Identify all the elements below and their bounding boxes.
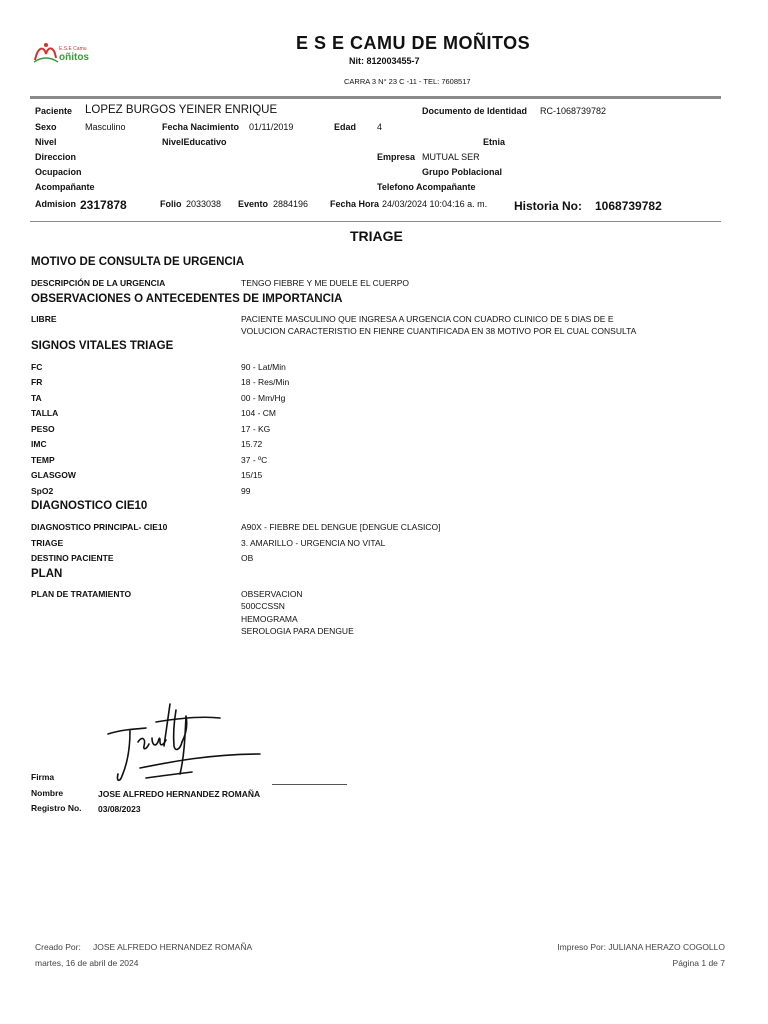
plan-label: PLAN DE TRATAMIENTO bbox=[31, 589, 132, 599]
sexo-label: Sexo bbox=[35, 122, 57, 132]
admision-value: 2317878 bbox=[80, 198, 127, 212]
folio-label: Folio bbox=[160, 199, 182, 209]
fecha-hora-label: Fecha Hora bbox=[330, 199, 380, 209]
creado-value: JOSE ALFREDO HERNANDEZ ROMAÑA bbox=[93, 942, 253, 952]
signo-value: 18 - Res/Min bbox=[241, 377, 290, 387]
diagnostico-label: DESTINO PACIENTE bbox=[31, 553, 114, 563]
address: CARRA 3 N° 23 C -11 - TEL: 7608517 bbox=[344, 77, 471, 86]
historia-value: 1068739782 bbox=[595, 199, 662, 213]
fnac-label: Fecha Nacimiento bbox=[162, 122, 240, 132]
observaciones-line-2: VOLUCION CARACTERISTIO EN FIENRE CUANTIFICADA EN 38 MOTIVO POR EL CUAL CONSULTA bbox=[241, 326, 637, 336]
registro-label: Registro No. bbox=[31, 803, 82, 813]
direccion-label: Direccion bbox=[35, 152, 77, 162]
signo-label: TALLA bbox=[31, 408, 59, 418]
folio-value: 2033038 bbox=[186, 199, 222, 209]
header-divider bbox=[30, 96, 721, 99]
signo-label: GLASGOW bbox=[31, 470, 76, 480]
edad-value: 4 bbox=[377, 122, 383, 132]
signature-line bbox=[272, 784, 347, 785]
handwritten-signature bbox=[100, 698, 280, 790]
evento-value: 2884196 bbox=[273, 199, 309, 209]
fnac-value: 01/11/2019 bbox=[249, 122, 294, 132]
empresa-value: MUTUAL SER bbox=[422, 152, 480, 162]
sexo-value: Masculino bbox=[85, 122, 126, 132]
signo-value: 00 - Mm/Hg bbox=[241, 393, 286, 403]
creado-label: Creado Por: bbox=[35, 942, 81, 952]
signo-label: FR bbox=[31, 377, 43, 387]
nivel-label: Nivel bbox=[35, 137, 57, 147]
impreso-por: Impreso Por: JULIANA HERAZO COGOLLO bbox=[557, 942, 725, 952]
observaciones-line-1: PACIENTE MASCULINO QUE INGRESA A URGENCIA CON CUADRO CLINICO DE 5 DIAS DE E bbox=[241, 314, 614, 324]
signos-heading: SIGNOS VITALES TRIAGE bbox=[31, 340, 174, 352]
doc-label: Documento de Identidad bbox=[422, 106, 528, 116]
signo-value: 90 - Lat/Min bbox=[241, 362, 286, 372]
svg-text:oñitos: oñitos bbox=[59, 52, 89, 63]
motivo-heading: MOTIVO DE CONSULTA DE URGENCIA bbox=[31, 256, 245, 268]
firma-label: Firma bbox=[31, 772, 55, 782]
nombre-label: Nombre bbox=[31, 788, 64, 798]
observaciones-heading: OBSERVACIONES O ANTECEDENTES DE IMPORTANCIA bbox=[31, 293, 343, 305]
grupo-label: Grupo Poblacional bbox=[422, 167, 503, 177]
org-name: E S E CAMU DE MOÑITOS bbox=[296, 33, 531, 53]
diagnostico-label: DIAGNOSTICO PRINCIPAL- CIE10 bbox=[31, 522, 168, 532]
fecha-hora-value: 24/03/2024 10:04:16 a. m. bbox=[382, 199, 488, 209]
svg-text:E.S.E Camu: E.S.E Camu bbox=[59, 46, 87, 52]
paciente-label: Paciente bbox=[35, 106, 73, 116]
plan-line: 500CCSSN bbox=[241, 601, 285, 611]
diagnostico-value: 3. AMARILLO - URGENCIA NO VITAL bbox=[241, 538, 386, 548]
historia-label: Historia No: bbox=[514, 199, 583, 213]
motivo-label: DESCRIPCIÓN DE LA URGENCIA bbox=[31, 278, 166, 288]
admision-label: Admision bbox=[35, 199, 77, 209]
signo-value: 37 - ºC bbox=[241, 455, 268, 465]
paciente-value: LOPEZ BURGOS YEINER ENRIQUE bbox=[85, 104, 278, 116]
acomp-label: Acompañante bbox=[35, 182, 95, 192]
niveledu-label: NivelEducativo bbox=[162, 137, 227, 147]
diagnostico-heading: DIAGNOSTICO CIE10 bbox=[31, 500, 148, 512]
plan-line: OBSERVACION bbox=[241, 589, 303, 599]
diagnostico-value: OB bbox=[241, 553, 254, 563]
signo-value: 17 - KG bbox=[241, 424, 271, 434]
signo-label: TA bbox=[31, 393, 42, 403]
signo-label: TEMP bbox=[31, 455, 55, 465]
diagnostico-value: A90X - FIEBRE DEL DENGUE [DENGUE CLASICO] bbox=[241, 522, 441, 532]
plan-line: SEROLOGIA PARA DENGUE bbox=[241, 626, 354, 636]
diagnostico-label: TRIAGE bbox=[31, 538, 64, 548]
signo-value: 15/15 bbox=[241, 470, 263, 480]
signo-label: FC bbox=[31, 362, 43, 372]
document-title: TRIAGE bbox=[350, 228, 403, 244]
signo-value: 15.72 bbox=[241, 439, 263, 449]
edad-label: Edad bbox=[334, 122, 357, 132]
patient-divider bbox=[30, 221, 721, 222]
signo-value: 104 - CM bbox=[241, 408, 276, 418]
plan-heading: PLAN bbox=[31, 568, 63, 580]
empresa-label: Empresa bbox=[377, 152, 416, 162]
ocupacion-label: Ocupacion bbox=[35, 167, 82, 177]
doc-value: RC-1068739782 bbox=[540, 106, 607, 116]
signo-label: IMC bbox=[31, 439, 47, 449]
motivo-value: TENGO FIEBRE Y ME DUELE EL CUERPO bbox=[241, 278, 409, 288]
nombre-value: JOSE ALFREDO HERNANDEZ ROMAÑA bbox=[98, 789, 261, 799]
evento-label: Evento bbox=[238, 199, 269, 209]
plan-line: HEMOGRAMA bbox=[241, 614, 298, 624]
signo-value: 99 bbox=[241, 486, 251, 496]
signo-label: SpO2 bbox=[31, 486, 54, 496]
footer-date: martes, 16 de abril de 2024 bbox=[35, 958, 139, 968]
nit: Nit: 812003455-7 bbox=[349, 56, 420, 66]
observaciones-label: LIBRE bbox=[31, 314, 57, 324]
camu-monitos-logo bbox=[32, 40, 102, 66]
etnia-label: Etnia bbox=[483, 137, 506, 147]
registro-value: 03/08/2023 bbox=[98, 804, 141, 814]
tel-acomp-label: Telefono Acompañante bbox=[377, 182, 476, 192]
page-number: Página 1 de 7 bbox=[672, 958, 725, 968]
signo-label: PESO bbox=[31, 424, 55, 434]
